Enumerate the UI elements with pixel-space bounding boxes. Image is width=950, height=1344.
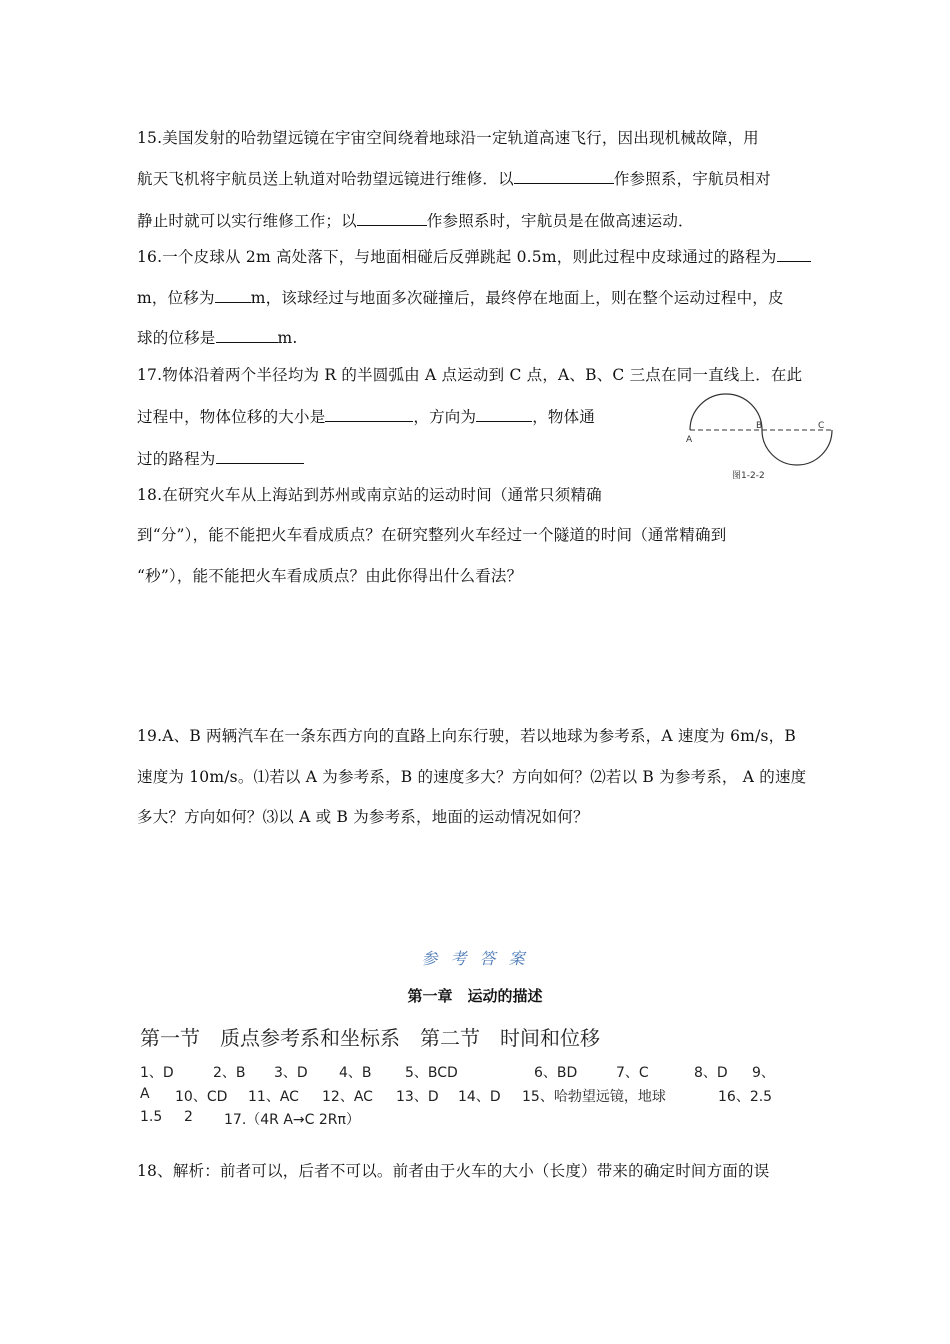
answer-item: 7、C bbox=[616, 1065, 649, 1081]
q17-line2-text-a: 过程中，物体位移的大小是 bbox=[137, 408, 326, 426]
q16-line3 bbox=[137, 327, 298, 348]
label-a: A bbox=[686, 435, 693, 445]
answer-row-2 bbox=[140, 1086, 860, 1106]
q17-blank-1[interactable] bbox=[325, 406, 413, 422]
answer-item: 2 bbox=[184, 1109, 193, 1125]
q16-line1-text: 16.一个皮球从 2m 高处落下，与地面相碰后反弹跳起 0.5m，则此过程中皮球通过的路程为 bbox=[137, 248, 777, 266]
q15-blank-1[interactable] bbox=[514, 168, 614, 184]
answer-item: A bbox=[140, 1086, 150, 1102]
q15-line3 bbox=[137, 210, 694, 231]
answer-item: 14、D bbox=[458, 1089, 501, 1105]
q16-blank-2[interactable] bbox=[215, 287, 251, 303]
answer-item: 1、D bbox=[140, 1065, 174, 1081]
answer-item: 5、BCD bbox=[405, 1065, 458, 1081]
answer-item: 8、D bbox=[694, 1065, 728, 1081]
q17-line1: 17.物体沿着两个半径均为 R 的半圆弧由 A 点运动到 C 点，A、B、C 三点在同一直线上．在此 bbox=[137, 366, 803, 384]
q17-line3-text-a: 过的路程为 bbox=[137, 450, 216, 468]
answer-item: 9、 bbox=[752, 1065, 775, 1081]
q17-blank-3[interactable] bbox=[216, 448, 304, 464]
q15-line3-text-a: 静止时就可以实行维修工作；以 bbox=[137, 212, 357, 230]
answer-item: 10、CD bbox=[175, 1089, 228, 1105]
label-c: C bbox=[818, 421, 825, 431]
answer-item: 2、B bbox=[213, 1065, 246, 1081]
figure-semicircles bbox=[680, 392, 840, 484]
q16-blank-1[interactable] bbox=[777, 246, 811, 262]
answer-item: 13、D bbox=[396, 1089, 439, 1105]
q16-line1 bbox=[137, 246, 811, 267]
answer-item: 15、哈勃望远镜，地球 bbox=[522, 1089, 666, 1105]
q16-blank-3[interactable] bbox=[216, 327, 278, 343]
q16-line3-text-a: 球的位移是 bbox=[137, 329, 216, 347]
answer-item: 1.5 bbox=[140, 1109, 163, 1125]
label-b: B bbox=[756, 421, 763, 431]
answer-item: 3、D bbox=[274, 1065, 308, 1081]
q15-line2-text-a: 航天飞机将宇航员送上轨道对哈勃望远镜进行维修．以 bbox=[137, 170, 514, 188]
chapter-title: 第一章 运动的描述 bbox=[407, 987, 543, 1005]
q16-line2-text-b: m，该球经过与地面多次碰撞后，最终停在地面上，则在整个运动过程中，皮 bbox=[250, 289, 784, 307]
q15-blank-2[interactable] bbox=[357, 210, 427, 226]
q15-line2 bbox=[137, 168, 771, 189]
q18-line2: 到“分”），能不能把火车看成质点？在研究整列火车经过一个隧道的时间（通常精确到 bbox=[137, 526, 727, 544]
q15-line1: 15.美国发射的哈勃望远镜在宇宙空间绕着地球沿一定轨道高速飞行，因出现机械故障，用 bbox=[137, 129, 759, 147]
lower-semicircle bbox=[762, 430, 832, 465]
q19-line1: 19.A、B 两辆汽车在一条东西方向的直路上向东行驶，若以地球为参考系，A 速度为 6m/s，B bbox=[137, 727, 796, 745]
q15-line2-text-b: 作参照系，宇航员相对 bbox=[613, 170, 771, 188]
q16-line2-text-a: m，位移为 bbox=[137, 289, 215, 307]
q17-line2-text-b: ，方向为 bbox=[413, 408, 477, 426]
figure-caption: 图1-2-2 bbox=[732, 471, 765, 481]
q18-line1: 18.在研究火车从上海站到苏州或南京站的运动时间（通常只须精确 bbox=[137, 486, 602, 504]
answer-18-explanation: 18、解析：前者可以，后者不可以。前者由于火车的大小（长度）带来的确定时间方面的误 bbox=[137, 1162, 770, 1180]
q17-blank-2[interactable] bbox=[476, 406, 532, 422]
q17-line2-text-c: ，物体通 bbox=[532, 408, 596, 426]
answer-item: 16、2.5 bbox=[718, 1089, 773, 1105]
answer-item: 11、AC bbox=[248, 1089, 299, 1105]
answer-item: 12、AC bbox=[322, 1089, 373, 1105]
section-title: 第一节 质点参考系和坐标系 第二节 时间和位移 bbox=[140, 1026, 600, 1050]
upper-semicircle bbox=[690, 394, 762, 430]
q16-line2 bbox=[137, 287, 784, 308]
q19-line2: 速度为 10m/s。⑴若以 A 为参考系，B 的速度多大？方向如何？⑵若以 B 为参考系， A 的速度 bbox=[137, 768, 807, 786]
q17-line2 bbox=[137, 406, 595, 427]
q19-line3: 多大？方向如何？⑶以 A 或 B 为参考系，地面的运动情况如何？ bbox=[137, 808, 589, 826]
answer-item: 17.（4R A→C 2Rπ） bbox=[224, 1112, 360, 1128]
q17-line3 bbox=[137, 448, 304, 469]
answer-item: 4、B bbox=[339, 1065, 372, 1081]
q18-line3: “秒”），能不能把火车看成质点？由此你得出什么看法？ bbox=[137, 567, 523, 585]
q16-line3-text-b: m. bbox=[277, 329, 298, 347]
q15-line3-text-b: 作参照系时，宇航员是在做高速运动． bbox=[426, 212, 694, 230]
answer-row-1 bbox=[140, 1062, 860, 1082]
answers-heading: 参 考 答 案 bbox=[421, 949, 529, 968]
answer-row-3 bbox=[140, 1109, 860, 1129]
answer-item: 6、BD bbox=[534, 1065, 578, 1081]
